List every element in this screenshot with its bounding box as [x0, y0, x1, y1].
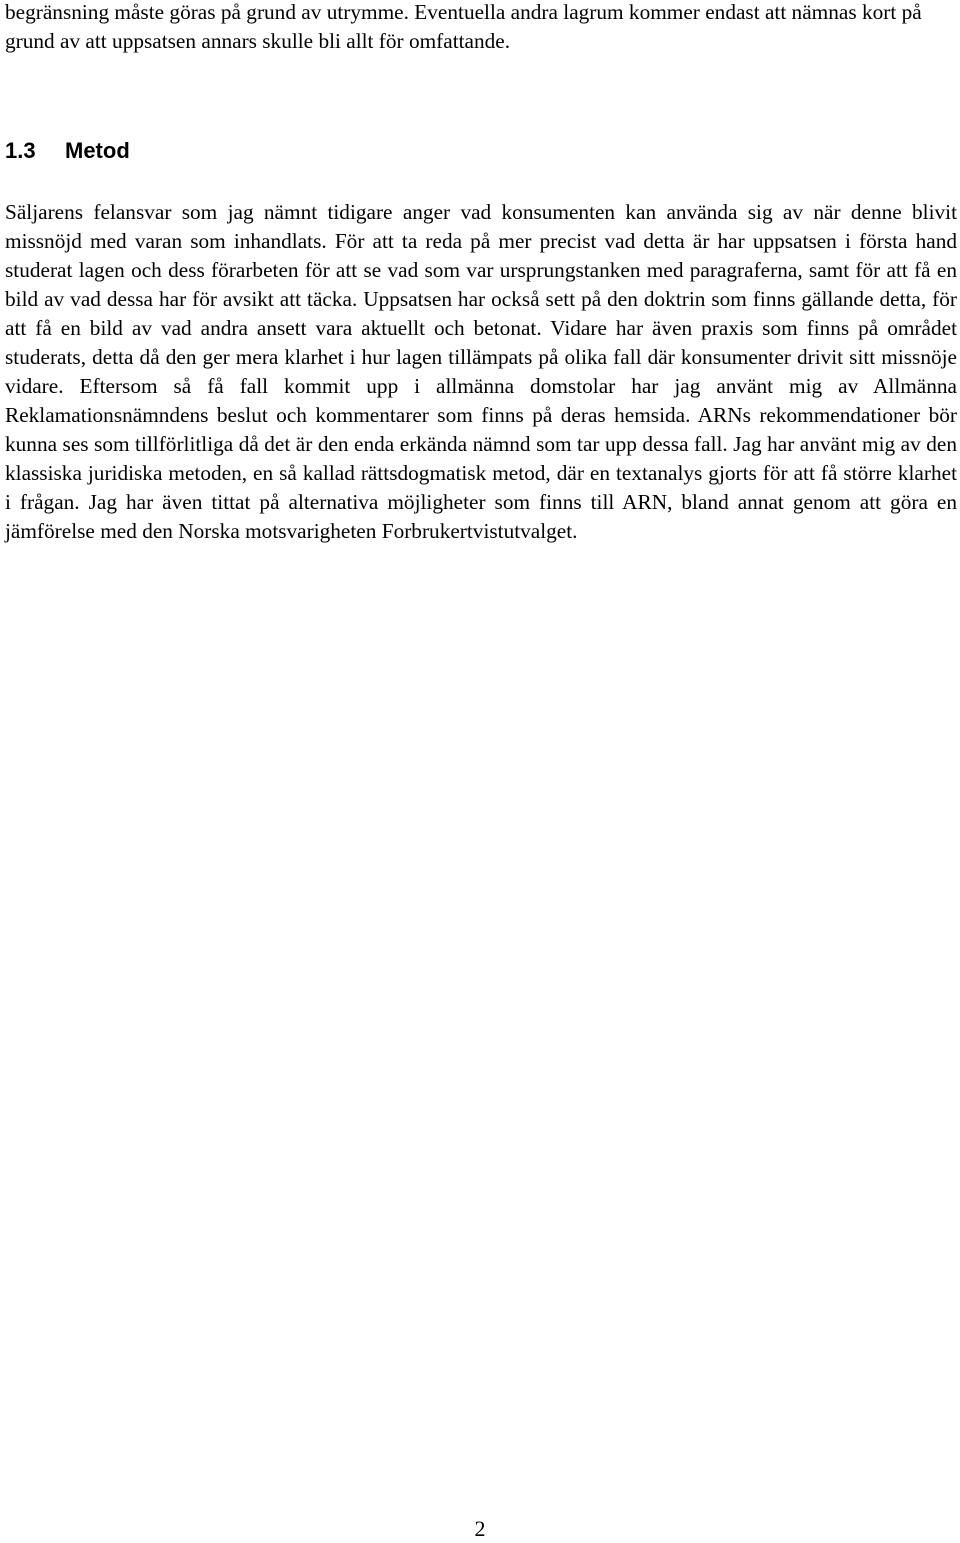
method-paragraph: Säljarens felansvar som jag nämnt tidigare anger vad konsumenten kan använda sig av när denne blivit missnöjd med varan som inhandlats. För att ta reda på mer precist vad detta är har uppsatsen i första hand studerat lagen och dess förarbeten för att se vad som var ursprungstanken med paragraferna, samt för att få en bild av vad dessa har för avsikt att täcka. Uppsatsen har också sett på den doktrin som finns gällande detta, för att få en bild av vad andra ansett vara aktuellt och betonat. Vidare har även praxis som finns på området studerats, detta då den ger mera klarhet i hur lagen tillämpats på olika fall där konsumenter drivit sitt missnöje vidare. Eftersom så få fall kommit upp i allmänna domstolar har jag använt mig av Allmänna Reklamationsnämndens beslut och kommentarer som finns på deras hemsida. ARNs rekommendationer bör kunna ses som tillförlitliga då det är den enda erkända nämnd som tar upp dessa fall. Jag har använt mig av den klassiska juridiska metoden, en så kallad rättsdogmatisk metod, där en textanalys gjorts för att få större klarhet i frågan. Jag har även tittat på alternativa möjligheter som finns till ARN, bland annat genom att göra en jämförelse med den Norska motsvarigheten Forbrukertvistutvalget.: [5, 200, 957, 543]
section-number: 1.3: [5, 138, 36, 163]
section-heading: [5, 136, 130, 166]
section-title: Metod: [65, 138, 130, 163]
page-number: 2: [474, 1516, 486, 1541]
intro-paragraph: begränsning måste göras på grund av utrymme. Eventuella andra lagrum kommer endast att nämnas kort på grund av att uppsatsen annars skulle bli allt för omfattande.: [5, 0, 922, 53]
